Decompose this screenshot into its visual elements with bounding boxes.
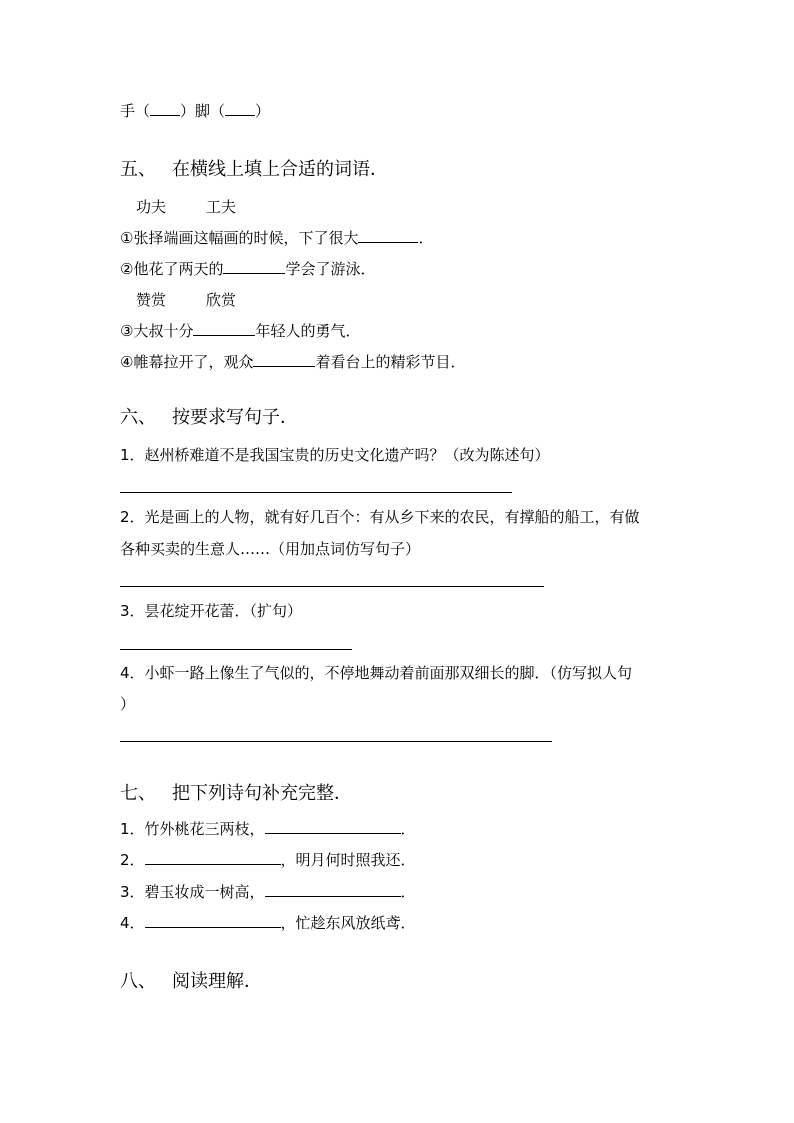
poem-text: ． xyxy=(400,820,416,838)
poem-text: 2． xyxy=(120,851,145,869)
question-3: 3．昙花绽开花蕾．（扩句） xyxy=(120,602,303,620)
answer-blank[interactable] xyxy=(223,259,285,274)
question-2-line-2: 各种买卖的生意人……（用加点词仿写句子） xyxy=(120,540,421,558)
fill-item-4 xyxy=(120,352,465,372)
item-text: ②他花了两天的 xyxy=(120,260,224,278)
fill-item-2 xyxy=(120,259,375,279)
answer-blank[interactable] xyxy=(193,321,255,336)
section-7-heading xyxy=(120,782,352,806)
section-8-heading xyxy=(120,970,262,994)
section-5-heading xyxy=(120,158,388,182)
word-choice: 赞赏 xyxy=(136,291,167,309)
answer-line[interactable] xyxy=(120,492,512,493)
answer-blank[interactable] xyxy=(358,228,418,243)
fill-item-1 xyxy=(120,228,433,248)
poem-line-4 xyxy=(120,913,416,933)
word-choice: 工夫 xyxy=(206,198,237,216)
hand-foot-text-a: 手（ xyxy=(120,102,151,120)
section-number: 七、 xyxy=(120,783,156,804)
answer-blank[interactable] xyxy=(145,850,281,865)
fill-item-3 xyxy=(120,321,360,341)
answer-blank[interactable] xyxy=(145,913,281,928)
hand-foot-text-b: ）脚（ xyxy=(180,102,226,120)
word-choices-1 xyxy=(136,197,236,217)
item-text: 年轻人的勇气． xyxy=(255,322,361,340)
item-text: 着看台上的精彩节目． xyxy=(315,353,466,371)
answer-blank[interactable] xyxy=(225,101,255,116)
item-text: ． xyxy=(418,229,434,247)
section-title: 阅读理解． xyxy=(172,971,262,992)
question-2-line-1: 2．光是画上的人物，就有好几百个：有从乡下来的农民，有撑船的船工，有做 xyxy=(120,508,640,526)
hand-foot-line xyxy=(120,101,270,121)
item-text: ④帷幕拉开了，观众 xyxy=(120,353,254,371)
poem-text: ，明月何时照我还． xyxy=(280,851,416,869)
poem-text: 4． xyxy=(120,914,145,932)
poem-text: 3．碧玉妆成一树高， xyxy=(120,883,265,901)
word-choice: 功夫 xyxy=(136,198,167,216)
answer-line[interactable] xyxy=(120,741,552,742)
word-choice: 欣赏 xyxy=(206,291,237,309)
poem-text: ． xyxy=(400,883,416,901)
answer-blank[interactable] xyxy=(265,882,401,897)
item-text: ①张择端画这幅画的时候，下了很大 xyxy=(120,229,359,247)
question-1: 1．赵州桥难道不是我国宝贵的历史文化遗产吗？（改为陈述句） xyxy=(120,446,550,464)
answer-blank[interactable] xyxy=(150,101,180,116)
answer-blank[interactable] xyxy=(265,819,401,834)
item-text: 学会了游泳． xyxy=(285,260,376,278)
poem-line-1 xyxy=(120,819,416,839)
section-number: 八、 xyxy=(120,971,156,992)
section-number: 六、 xyxy=(120,407,156,428)
section-6-heading xyxy=(120,406,298,430)
section-number: 五、 xyxy=(120,159,156,180)
section-title: 按要求写句子． xyxy=(172,407,298,428)
word-choices-2 xyxy=(136,290,236,310)
question-4-line-1: 4．小虾一路上像生了气似的，不停地舞动着前面那双细长的脚．（仿写拟人句 xyxy=(120,664,633,682)
poem-line-2 xyxy=(120,850,416,870)
answer-blank[interactable] xyxy=(253,352,315,367)
section-title: 把下列诗句补充完整． xyxy=(172,783,352,804)
section-title: 在横线上填上合适的词语． xyxy=(172,159,388,180)
hand-foot-text-c: ） xyxy=(255,102,271,120)
poem-text: ，忙趁东风放纸鸢． xyxy=(280,914,416,932)
item-text: ③大叔十分 xyxy=(120,322,194,340)
poem-text: 1．竹外桃花三两枝， xyxy=(120,820,265,838)
answer-line[interactable] xyxy=(120,649,352,650)
answer-line[interactable] xyxy=(120,586,544,587)
poem-line-3 xyxy=(120,882,416,902)
question-4-line-2: ） xyxy=(120,695,136,713)
